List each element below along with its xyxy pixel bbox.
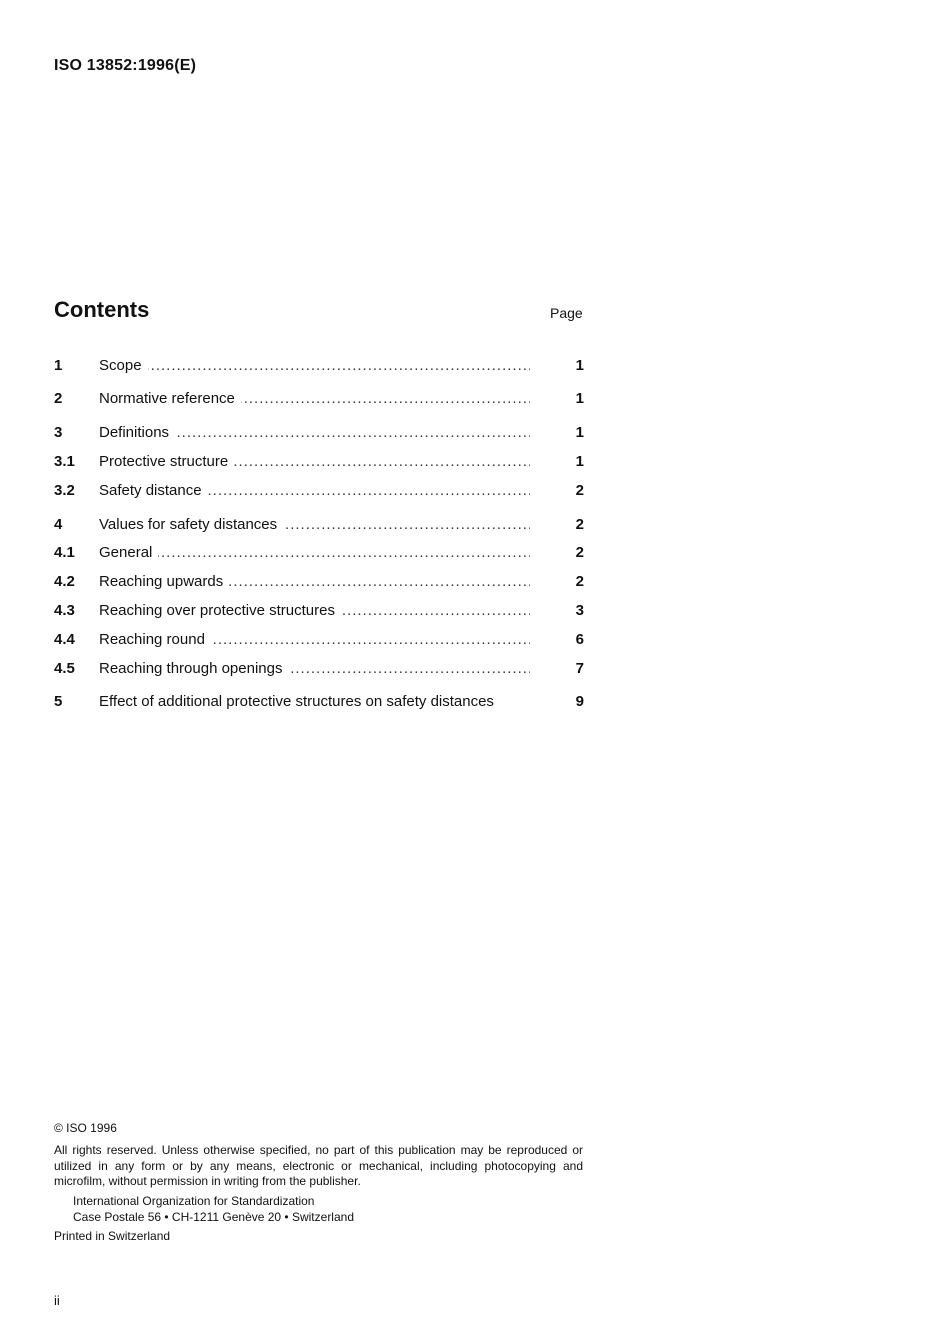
toc-entry-4-5[interactable] xyxy=(54,659,584,679)
contents-heading: Contents xyxy=(54,297,150,322)
toc-entry-number: 1 xyxy=(54,357,63,374)
toc-entry-4-4[interactable] xyxy=(54,630,584,650)
toc-entry-page: 3 xyxy=(575,602,584,619)
toc-entry-title: Values for safety distances xyxy=(99,515,283,535)
toc-entry-page: 1 xyxy=(575,453,584,470)
toc-entry-1[interactable] xyxy=(54,356,584,376)
publisher-postal-address: Case Postale 56 • CH-1211 Genève 20 • Switzerland xyxy=(73,1209,354,1224)
toc-entry-title: General xyxy=(99,543,158,563)
toc-entry-title: Reaching upwards xyxy=(99,572,229,592)
page-number: ii xyxy=(54,1293,60,1308)
toc-entry-number: 4.1 xyxy=(54,544,75,561)
toc-entry-2[interactable] xyxy=(54,389,584,409)
toc-entry-4-3[interactable] xyxy=(54,601,584,621)
toc-entry-title: Protective structure xyxy=(99,452,234,472)
toc-leader-dots xyxy=(99,356,530,376)
toc-entry-number: 4.4 xyxy=(54,631,75,648)
toc-entry-page: 9 xyxy=(575,693,584,710)
toc-entry-4-1[interactable] xyxy=(54,543,584,563)
toc-entry-number: 4.5 xyxy=(54,660,75,677)
toc-entry-page: 7 xyxy=(575,660,584,677)
rights-statement: All rights reserved. Unless otherwise specified, no part of this publication may be reproduced or utilized in any form or by any means, electronic or mechanical, including photocopying and microfilm, without permission in writing from the publisher. xyxy=(54,1143,583,1188)
toc-entry-3-2[interactable] xyxy=(54,481,584,501)
page-header-doc-id: ISO 13852:1996(E) xyxy=(54,57,197,74)
toc-entry-number: 3.1 xyxy=(54,453,75,470)
toc-entry-title: Normative reference xyxy=(99,389,241,409)
page-column-label: Page xyxy=(550,305,583,321)
toc-entry-5[interactable] xyxy=(54,692,584,712)
toc-entry-title: Effect of additional protective structures on safety distances xyxy=(99,692,500,712)
toc-leader-dots xyxy=(99,543,530,563)
toc-entry-page: 1 xyxy=(575,424,584,441)
toc-entry-4-2[interactable] xyxy=(54,572,584,592)
toc-entry-page: 2 xyxy=(575,544,584,561)
toc-entry-title: Reaching over protective structures xyxy=(99,601,341,621)
toc-entry-page: 1 xyxy=(575,390,584,407)
toc-entry-page: 1 xyxy=(575,357,584,374)
toc-entry-number: 5 xyxy=(54,693,63,710)
toc-entry-number: 4 xyxy=(54,516,63,533)
toc-entry-title: Reaching through openings xyxy=(99,659,288,679)
publisher-address xyxy=(73,1194,354,1225)
toc-entry-page: 6 xyxy=(575,631,584,648)
toc-entry-number: 3 xyxy=(54,424,63,441)
toc-entry-3-1[interactable] xyxy=(54,452,584,472)
toc-entry-page: 2 xyxy=(575,482,584,499)
toc-entry-number: 4.3 xyxy=(54,602,75,619)
toc-entry-title: Safety distance xyxy=(99,481,208,501)
toc-entry-title: Scope xyxy=(99,356,148,376)
toc-entry-3[interactable] xyxy=(54,423,584,443)
toc-entry-number: 3.2 xyxy=(54,482,75,499)
toc-entry-4[interactable] xyxy=(54,515,584,535)
toc-entry-page: 2 xyxy=(575,516,584,533)
publisher-name: International Organization for Standardization xyxy=(73,1194,315,1208)
printed-in: Printed in Switzerland xyxy=(54,1229,171,1243)
toc-entry-page: 2 xyxy=(575,573,584,590)
toc-entry-number: 4.2 xyxy=(54,573,75,590)
toc-entry-title: Reaching round xyxy=(99,630,211,650)
toc-entry-number: 2 xyxy=(54,390,63,407)
toc-entry-title: Definitions xyxy=(99,423,175,443)
copyright-notice: © ISO 1996 xyxy=(54,1121,117,1135)
